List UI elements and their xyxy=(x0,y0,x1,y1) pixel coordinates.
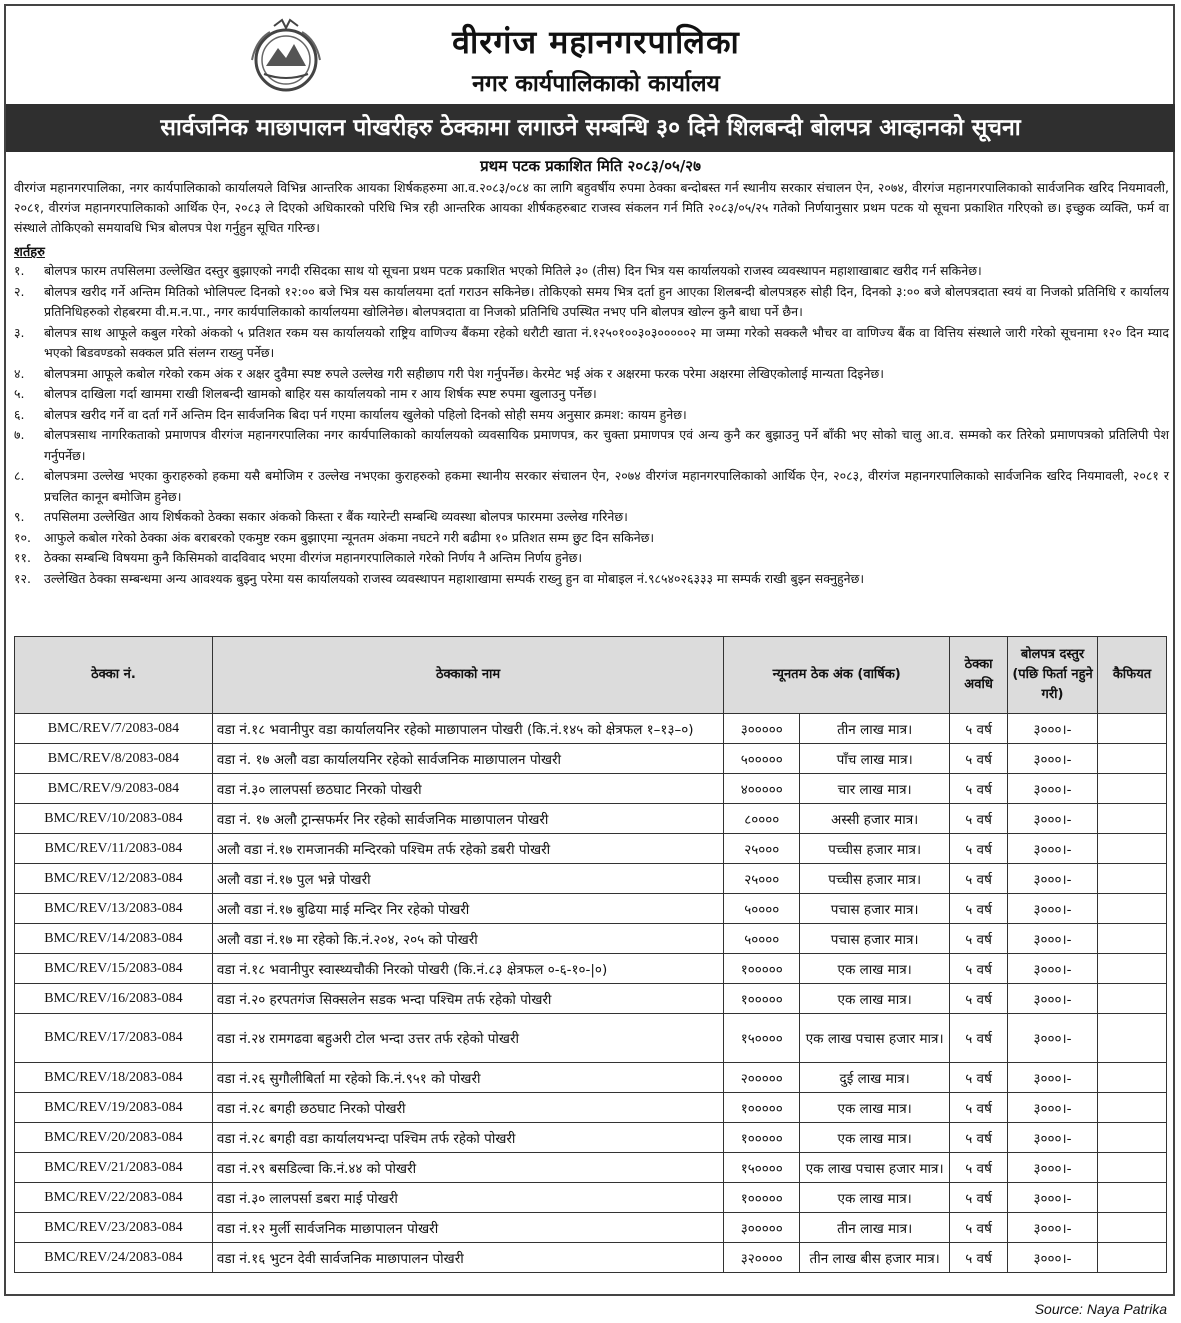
contract-number-cell: BMC/REV/23/2083-084 xyxy=(15,1213,213,1243)
fee-cell: ३०००।- xyxy=(1008,1153,1098,1183)
source-credit: Source: Naya Patrika xyxy=(1034,1301,1167,1317)
term-item xyxy=(14,384,1169,405)
min-amount-cell: ३००००० xyxy=(724,1213,800,1243)
term-text: उल्लेखित ठेक्का सम्बन्धमा अन्य आवश्यक बुझ्नु परेमा यस कार्यालयको राजस्व व्यवस्थापन महाशाखामा सम्पर्क राख्नु हुन वा मोबाइल नं.९८५४०२६३३३ मा सम्पर्क राखी बुझ्न सक्नुहुनेछ। xyxy=(44,570,865,586)
contract-name-cell: वडा नं.२८ बगही छठघाट निरको पोखरी xyxy=(212,1093,723,1123)
term-text: आफुले कबोल गरेको ठेक्का अंक बराबरको एकमुष्ट रकम बुझाएमा न्यूनतम अंकमा नघटने गरी बढीमा १० प्रतिशत सम्म छुट दिन सकिनेछ। xyxy=(44,529,655,545)
min-amount-cell: ५०००० xyxy=(724,894,800,924)
fee-cell: ३०००।- xyxy=(1008,984,1098,1014)
term-text: बोलपत्र फारम तपसिलमा उल्लेखित दस्तुर बुझाएको नगदी रसिदका साथ यो सूचना प्रथम पटक प्रकाशित भएको मितिले ३० (तीस) दिन भित्र यस कार्यालयको राजस्व व्यवस्थापन महाशाखाबाट खरीद गर्न सकिनेछ। xyxy=(44,263,982,278)
contract-name-cell: वडा नं.१८ भवानीपुर वडा कार्यालयनिर रहेको माछापालन पोखरी (कि.नं.१४५ को क्षेत्रफल १–१३–०) xyxy=(212,714,723,744)
org-name: वीरगंज महानगरपालिका xyxy=(452,23,740,61)
contract-number-cell: BMC/REV/10/2083-084 xyxy=(15,804,213,834)
contract-number-cell: BMC/REV/21/2083-084 xyxy=(15,1153,213,1183)
contract-name-cell: अलौ वडा नं.१७ पुल भन्ने पोखरी xyxy=(212,864,723,894)
fee-cell: ३०००।- xyxy=(1008,924,1098,954)
term-text: तपसिलमा उल्लेखित आय शिर्षकको ठेक्का सकार अंकको किस्ता र बैंक ग्यारेन्टी सम्बन्धि व्यवस्था बोलपत्र फारममा उल्लेख गरिनेछ। xyxy=(44,509,628,524)
terms-heading: शर्तहरु xyxy=(14,245,45,260)
header-min-amount: न्यूनतम ठेक अंक (वार्षिक) xyxy=(724,637,950,714)
min-amount-cell: ५०००० xyxy=(724,924,800,954)
remarks-cell xyxy=(1097,1243,1166,1273)
contract-number-cell: BMC/REV/22/2083-084 xyxy=(15,1183,213,1213)
table-row xyxy=(15,864,1167,894)
amount-in-words-cell: पचास हजार मात्र। xyxy=(800,924,950,954)
min-amount-cell: १००००० xyxy=(724,1183,800,1213)
contract-name-cell: वडा नं. १७ अलौ वडा कार्यालयनिर रहेको सार्वजनिक माछापालन पोखरी xyxy=(212,744,723,774)
contract-name-cell: वडा नं.२० हरपतगंज सिक्सलेन सडक भन्दा पश्चिम तर्फ रहेको पोखरी xyxy=(212,984,723,1014)
table-row xyxy=(15,894,1167,924)
term-number: ८. xyxy=(14,468,25,483)
min-amount-cell: १००००० xyxy=(724,1123,800,1153)
min-amount-cell: ५००००० xyxy=(724,744,800,774)
min-amount-cell: २५००० xyxy=(724,864,800,894)
amount-in-words-cell: एक लाख मात्र। xyxy=(800,1123,950,1153)
contract-name-cell: वडा नं.३० लालपर्सा डबरा माई पोखरी xyxy=(212,1183,723,1213)
term-number: ३. xyxy=(14,324,25,340)
table-row xyxy=(15,714,1167,744)
remarks-cell xyxy=(1097,774,1166,804)
amount-in-words-cell: पच्चीस हजार मात्र। xyxy=(800,864,950,894)
term-number: ९. xyxy=(14,509,25,524)
contract-name-cell: वडा नं.३० लालपर्सा छठघाट निरको पोखरी xyxy=(212,774,723,804)
contract-name-cell: वडा नं.१८ भवानीपुर स्वास्थ्यचौकी निरको पोखरी (कि.नं.८३ क्षेत्रफल ०-६-१०-|०) xyxy=(212,954,723,984)
amount-in-words-cell: दुई लाख मात्र। xyxy=(800,1063,950,1093)
fee-cell: ३०००।- xyxy=(1008,1093,1098,1123)
amount-in-words-cell: पाँच लाख मात्र। xyxy=(800,744,950,774)
term-number: २. xyxy=(14,283,25,299)
contract-number-cell: BMC/REV/8/2083-084 xyxy=(15,744,213,774)
duration-cell: ५ वर्ष xyxy=(950,984,1008,1014)
table-row xyxy=(15,744,1167,774)
duration-cell: ५ वर्ष xyxy=(950,1093,1008,1123)
fee-cell: ३०००।- xyxy=(1008,1183,1098,1213)
min-amount-cell: १५०००० xyxy=(724,1153,800,1183)
table-row xyxy=(15,1014,1167,1063)
contract-number-cell: BMC/REV/20/2083-084 xyxy=(15,1123,213,1153)
contract-name-cell: अलौ वडा नं.१७ मा रहेको कि.नं.२०४, २०५ को पोखरी xyxy=(212,924,723,954)
contract-number-cell: BMC/REV/16/2083-084 xyxy=(15,984,213,1014)
remarks-cell xyxy=(1097,894,1166,924)
term-number: ६. xyxy=(14,406,25,422)
remarks-cell xyxy=(1097,1014,1166,1063)
remarks-cell xyxy=(1097,924,1166,954)
contract-number-cell: BMC/REV/18/2083-084 xyxy=(15,1063,213,1093)
contract-number-cell: BMC/REV/15/2083-084 xyxy=(15,954,213,984)
table-row xyxy=(15,1093,1167,1123)
min-amount-cell: ४००००० xyxy=(724,774,800,804)
contract-number-cell: BMC/REV/7/2083-084 xyxy=(15,714,213,744)
term-number: ११. xyxy=(14,550,31,565)
remarks-cell xyxy=(1097,804,1166,834)
remarks-cell xyxy=(1097,1123,1166,1153)
table-row xyxy=(15,1213,1167,1243)
fee-cell: ३०००।- xyxy=(1008,1213,1098,1243)
term-text: बोलपत्रसाथ नागरिकताको प्रमाणपत्र वीरगंज महानगरपालिका नगर कार्यपालिकाको कार्यालयको व्यवसायिक प्रमाणपत्र, कर चुक्ता प्रमाणपत्र एवं अन्य कुनै कर बुझाउनु पर्ने बाँकी भए सोको चालु आ.व. सम्मको कर तिरेको प्रमाणपत्रको प्रतिलिपी पेश गर्नुपर्नेछ। xyxy=(44,427,1169,463)
header-remarks: कैफियत xyxy=(1097,637,1166,714)
remarks-cell xyxy=(1097,714,1166,744)
fee-cell: ३०००।- xyxy=(1008,714,1098,744)
amount-in-words-cell: तीन लाख मात्र। xyxy=(800,1213,950,1243)
publish-date: प्रथम पटक प्रकाशित मिति २०८३/०५/२७ xyxy=(480,157,701,175)
contract-number-cell: BMC/REV/11/2083-084 xyxy=(15,834,213,864)
duration-cell: ५ वर्ष xyxy=(950,834,1008,864)
duration-cell: ५ वर्ष xyxy=(950,1063,1008,1093)
term-item xyxy=(14,569,1169,590)
term-item xyxy=(14,466,1169,507)
remarks-cell xyxy=(1097,1063,1166,1093)
term-text: ठेक्का सम्बन्धि विषयमा कुनै किसिमको वादविवाद भएमा वीरगंज महानगरपालिकाले गरेको निर्णय नै अन्तिम निर्णय हुनेछ। xyxy=(44,550,583,565)
term-text: बोलपत्र खरीद गर्ने अन्तिम मितिको भोलिपल्ट दिनको १२:०० बजे भित्र यस कार्यालयमा दर्ता गराउन सकिनेछ। तोकिएको समय भित्र दर्ता हुन आएका शिलबन्दी बोलपत्रहरु सोही दिन, दिनको ३:०० बजे बोलपत्रदाता स्वयं वा निजको प्रतिनिधि र कार्यालय प्रतिनिधिहरुको रोहबरमा वी.म.न.पा., नगर कार्यपालिकाको कार्यालयमा खोलिनेछ। बोलपत्रदाता वा निजको प्रतिनिधि उपस्थित नभए पनि बोलपत्र खोल्न कुनै बाधा पर्ने छैन। xyxy=(44,283,1169,319)
amount-in-words-cell: चार लाख मात्र। xyxy=(800,774,950,804)
min-amount-cell: २५००० xyxy=(724,834,800,864)
notice-header xyxy=(6,6,1175,102)
table-header-row xyxy=(15,637,1167,714)
duration-cell: ५ वर्ष xyxy=(950,1153,1008,1183)
table-row xyxy=(15,924,1167,954)
term-number: ७. xyxy=(14,427,25,442)
term-number: १. xyxy=(14,263,25,278)
table-row xyxy=(15,834,1167,864)
term-number: १०. xyxy=(14,529,31,545)
duration-cell: ५ वर्ष xyxy=(950,924,1008,954)
term-item xyxy=(14,405,1169,426)
term-item xyxy=(14,548,1169,569)
contract-number-cell: BMC/REV/13/2083-084 xyxy=(15,894,213,924)
table-row xyxy=(15,1183,1167,1213)
term-item xyxy=(14,425,1169,466)
term-text: बोलपत्रमा उल्लेख भएका कुराहरुको हकमा यसै बमोजिम र उल्लेख नभएका कुराहरुको हकमा स्थानीय सरकार संचालन ऐन, २०७४ वीरगंज महानगरपालिकाको आर्थिक ऐन, २०८३, वीरगंज महानगरपालिकाको सार्वजनिक खरिद नियमावली, २०८१ र प्रचलित कानून बमोजिम हुनेछ। xyxy=(44,468,1169,504)
notice-title-banner: सार्वजनिक माछापालन पोखरीहरु ठेक्कामा लगाउने सम्बन्धि ३० दिने शिलबन्दी बोलपत्र आव्हानको सूचना xyxy=(6,104,1175,152)
duration-cell: ५ वर्ष xyxy=(950,714,1008,744)
fee-cell: ३०००।- xyxy=(1008,864,1098,894)
fee-cell: ३०००।- xyxy=(1008,774,1098,804)
amount-in-words-cell: एक लाख मात्र। xyxy=(800,1093,950,1123)
duration-cell: ५ वर्ष xyxy=(950,774,1008,804)
duration-cell: ५ वर्ष xyxy=(950,954,1008,984)
amount-in-words-cell: पचास हजार मात्र। xyxy=(800,894,950,924)
table-row xyxy=(15,774,1167,804)
contract-name-cell: अलौ वडा नं.१७ रामजानकी मन्दिरको पश्चिम तर्फ रहेको डबरी पोखरी xyxy=(212,834,723,864)
duration-cell: ५ वर्ष xyxy=(950,1243,1008,1273)
contract-name-cell: वडा नं.२४ रामगढवा बहुअरी टोल भन्दा उत्तर तर्फ रहेको पोखरी xyxy=(212,1014,723,1063)
duration-cell: ५ वर्ष xyxy=(950,744,1008,774)
duration-cell: ५ वर्ष xyxy=(950,1014,1008,1063)
header-contract-no: ठेक्का नं. xyxy=(15,637,213,714)
remarks-cell xyxy=(1097,834,1166,864)
min-amount-cell: ३२०००० xyxy=(724,1243,800,1273)
header-contract-name: ठेक्काको नाम xyxy=(212,637,723,714)
contract-number-cell: BMC/REV/14/2083-084 xyxy=(15,924,213,954)
remarks-cell xyxy=(1097,1213,1166,1243)
min-amount-cell: १००००० xyxy=(724,954,800,984)
header-duration: ठेक्का अवधि xyxy=(950,637,1008,714)
remarks-cell xyxy=(1097,864,1166,894)
contract-number-cell: BMC/REV/19/2083-084 xyxy=(15,1093,213,1123)
duration-cell: ५ वर्ष xyxy=(950,1183,1008,1213)
duration-cell: ५ वर्ष xyxy=(950,804,1008,834)
term-text: बोलपत्र साथ आफूले कबुल गरेको अंकको ५ प्रतिशत रकम यस कार्यालयको राष्ट्रिय वाणिज्य बैंकमा रहेको धरौटी खाता नं.१२५०१००३०३०००००२ मा जम्मा गरेको सक्कलै भौचर वा वाणिज्य बैंक वा वित्तिय संस्थाले जारी गरेको सूचनामा १२० दिन म्याद भएको बिडवण्डको सक्कल प्रति संलग्न राख्नु पर्नेछ। xyxy=(44,324,1169,360)
duration-cell: ५ वर्ष xyxy=(950,1123,1008,1153)
fee-cell: ३०००।- xyxy=(1008,1063,1098,1093)
table-row xyxy=(15,804,1167,834)
org-subtitle: नगर कार्यपालिकाको कार्यालय xyxy=(472,71,720,97)
min-amount-cell: २००००० xyxy=(724,1063,800,1093)
remarks-cell xyxy=(1097,1153,1166,1183)
term-item xyxy=(14,282,1169,323)
remarks-cell xyxy=(1097,1183,1166,1213)
fee-cell: ३०००।- xyxy=(1008,744,1098,774)
contract-name-cell: वडा नं.२९ बसडिल्वा कि.नं.४४ को पोखरी xyxy=(212,1153,723,1183)
duration-cell: ५ वर्ष xyxy=(950,894,1008,924)
min-amount-cell: ३००००० xyxy=(724,714,800,744)
contract-number-cell: BMC/REV/17/2083-084 xyxy=(15,1014,213,1063)
min-amount-cell: १५०००० xyxy=(724,1014,800,1063)
table-row xyxy=(15,1123,1167,1153)
header-fee: बोलपत्र दस्तुर (पछि फिर्ता नहुने गरी) xyxy=(1008,637,1098,714)
remarks-cell xyxy=(1097,954,1166,984)
nepal-emblem-icon xyxy=(244,16,328,96)
contract-name-cell: वडा नं.१२ मुर्ली सार्वजनिक माछापालन पोखरी xyxy=(212,1213,723,1243)
table-row xyxy=(15,954,1167,984)
min-amount-cell: १००००० xyxy=(724,984,800,1014)
term-item xyxy=(14,323,1169,364)
table-row xyxy=(15,1153,1167,1183)
table-row xyxy=(15,984,1167,1014)
amount-in-words-cell: तीन लाख बीस हजार मात्र। xyxy=(800,1243,950,1273)
fee-cell: ३०००।- xyxy=(1008,834,1098,864)
contract-number-cell: BMC/REV/12/2083-084 xyxy=(15,864,213,894)
term-number: ४. xyxy=(14,365,25,381)
fee-cell: ३०००।- xyxy=(1008,894,1098,924)
table-row xyxy=(15,1063,1167,1093)
duration-cell: ५ वर्ष xyxy=(950,864,1008,894)
amount-in-words-cell: पच्चीस हजार मात्र। xyxy=(800,834,950,864)
remarks-cell xyxy=(1097,1093,1166,1123)
term-number: ५. xyxy=(14,386,25,401)
term-text: बोलपत्रमा आफूले कबोल गरेको रकम अंक र अक्षर दुवैमा स्पष्ट रुपले उल्लेख गरी सहीछाप गरी पेश गर्नुपर्नेछ। केरमेट भई अंक र अक्षरमा फरक परेमा अक्षरमा लेखिएकोलाई मान्यता दिइनेछ। xyxy=(44,365,884,381)
contract-name-cell: अलौ वडा नं.१७ बुढिया माई मन्दिर निर रहेको पोखरी xyxy=(212,894,723,924)
amount-in-words-cell: एक लाख मात्र। xyxy=(800,954,950,984)
min-amount-cell: ८०००० xyxy=(724,804,800,834)
contract-table xyxy=(14,636,1167,1273)
contract-name-cell: वडा नं.२८ बगही वडा कार्यालयभन्दा पश्चिम तर्फ रहेको पोखरी xyxy=(212,1123,723,1153)
fee-cell: ३०००।- xyxy=(1008,954,1098,984)
table-row xyxy=(15,1243,1167,1273)
fee-cell: ३०००।- xyxy=(1008,804,1098,834)
term-item xyxy=(14,528,1169,549)
contract-number-cell: BMC/REV/9/2083-084 xyxy=(15,774,213,804)
intro-paragraph: वीरगंज महानगरपालिका, नगर कार्यपालिकाको कार्यालयले विभिन्न आन्तरिक आयका शिर्षकहरुमा आ.व.२०८३/०८४ का लागि बहुवर्षीय रुपमा ठेक्का बन्दोबस्त गर्न स्थानीय सरकार संचालन ऐन, २०७४, वीरगंज महानगरपालिकाको सार्वजनिक खरिद नियमावली, २०८१, वीरगंज महानगरपालिकाको आर्थिक ऐन, २०८३ ले दिएको अधिकारको परिधि भित्र रही आन्तरिक आयका शीर्षकहरुबाट राजस्व संकलन गर्न मिति २०८३/०५/२५ गतेको निर्णयानुसार प्रथम पटक यो सूचना प्रकाशित गरिएको छ। इच्छुक व्यक्ति, फर्म वा संस्थाले तोकिएको समयावधि भित्र बोलपत्र पेश गर्नुहुन सूचित गरिन्छ। xyxy=(14,180,1169,235)
amount-in-words-cell: एक लाख मात्र। xyxy=(800,1183,950,1213)
contract-name-cell: वडा नं.१६ भुटन देवी सार्वजनिक माछापालन पोखरी xyxy=(212,1243,723,1273)
fee-cell: ३०००।- xyxy=(1008,1243,1098,1273)
amount-in-words-cell: एक लाख पचास हजार मात्र। xyxy=(800,1153,950,1183)
remarks-cell xyxy=(1097,984,1166,1014)
table-body xyxy=(15,714,1167,1273)
min-amount-cell: १००००० xyxy=(724,1093,800,1123)
duration-cell: ५ वर्ष xyxy=(950,1213,1008,1243)
terms-list xyxy=(14,261,1169,589)
amount-in-words-cell: एक लाख पचास हजार मात्र। xyxy=(800,1014,950,1063)
fee-cell: ३०००।- xyxy=(1008,1014,1098,1063)
contract-name-cell: वडा नं. १७ अलौ ट्रान्सफर्मर निर रहेको सार्वजनिक माछापालन पोखरी xyxy=(212,804,723,834)
term-item xyxy=(14,507,1169,528)
term-text: बोलपत्र खरीद गर्ने वा दर्ता गर्ने अन्तिम दिन सार्वजनिक बिदा पर्न गएमा कार्यालय खुलेको पहिलो दिनको सोही समय अनुसार क्रमश: कायम हुनेछ। xyxy=(44,406,687,422)
amount-in-words-cell: तीन लाख मात्र। xyxy=(800,714,950,744)
remarks-cell xyxy=(1097,744,1166,774)
amount-in-words-cell: एक लाख मात्र। xyxy=(800,984,950,1014)
fee-cell: ३०००।- xyxy=(1008,1123,1098,1153)
contract-number-cell: BMC/REV/24/2083-084 xyxy=(15,1243,213,1273)
term-text: बोलपत्र दाखिला गर्दा खाममा राखी शिलबन्दी खामको बाहिर यस कार्यालयको नाम र आय शिर्षक स्पष्ट रुपमा खुलाउनु पर्नेछ। xyxy=(44,386,597,401)
term-number: १२. xyxy=(14,570,31,586)
amount-in-words-cell: अस्सी हजार मात्र। xyxy=(800,804,950,834)
term-item xyxy=(14,261,1169,282)
term-item xyxy=(14,364,1169,385)
contract-name-cell: वडा नं.२६ सुगौलीबिर्ता मा रहेको कि.नं.९५१ को पोखरी xyxy=(212,1063,723,1093)
